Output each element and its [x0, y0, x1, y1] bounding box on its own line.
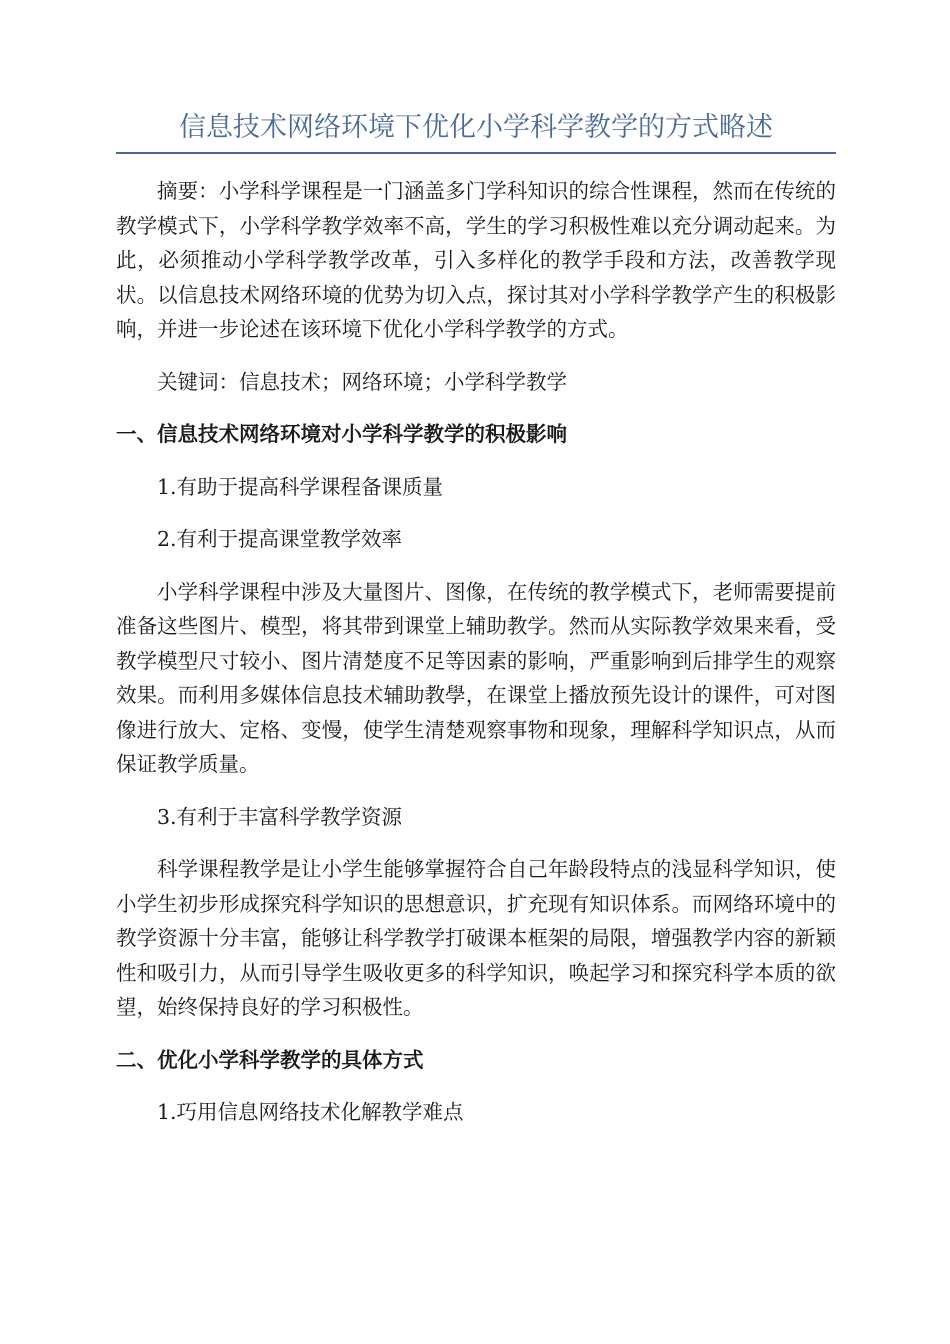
subsection-1-3: 3.有利于丰富科学教学资源 [157, 804, 403, 829]
subsection-1-1: 1.有助于提高科学课程备课质量 [157, 474, 444, 499]
subsection-1-2: 2.有利于提高课堂教学效率 [157, 527, 403, 551]
subsection-2-1: 1.巧用信息网络技术化解教学难点 [157, 1100, 464, 1124]
body-paragraph-1-2: 小学科学课程中涉及大量图片、图像，在传统的教学模式下，老师需要提前准备这些图片、模型，将其带到课堂上辅助教学。然而从实际教学效果来看，受教学模型尺寸较小、图片清楚度不足等因素的影响，严重影响到后排学生的观察效果。而利用多媒体信息技术辅助教學，在课堂上播放预先设计的课件，可对图像进行放大、定格、变慢，使学生清楚观察事物和现象，理解科学知识点，从而保证教学质量。 [116, 579, 836, 776]
document-page [116, 108, 836, 1148]
section-heading-2: 二、优化小学科学教学的具体方式 [116, 1047, 424, 1072]
section-heading-1: 一、信息技术网络环境对小学科学教学的积极影响 [116, 422, 567, 446]
keywords-paragraph: 关键词：信息技术；网络环境；小学科学教学 [157, 369, 567, 394]
document-title: 信息技术网络环境下优化小学科学教学的方式略述 [179, 112, 773, 143]
body-paragraph-1-3: 科学课程教学是让小学生能够掌握符合自己年龄段特点的浅显科学知识，使小学生初步形成探究科学知识的思想意识，扩充现有知识体系。而网络环境中的教学资源十分丰富，能够让科学教学打破课本框架的局限，增强教学内容的新颖性和吸引力，从而引导学生吸收更多的科学知识，唤起学习和探究科学本质的欲望，始终保持良好的学习积极性。 [116, 857, 836, 1019]
title-underline [116, 152, 836, 154]
abstract-paragraph: 摘要：小学科学课程是一门涵盖多门学科知识的综合性课程，然而在传统的教学模式下，小学科学教学效率不高，学生的学习积极性难以充分调动起来。为此，必须推动小学科学教学改革，引入多样化的教学手段和方法，改善教学现状。以信息技术网络环境的优势为切入点，探讨其对小学科学教学产生的积极影响，并进一步论述在该环境下优化小学科学教学的方式。 [116, 179, 836, 341]
